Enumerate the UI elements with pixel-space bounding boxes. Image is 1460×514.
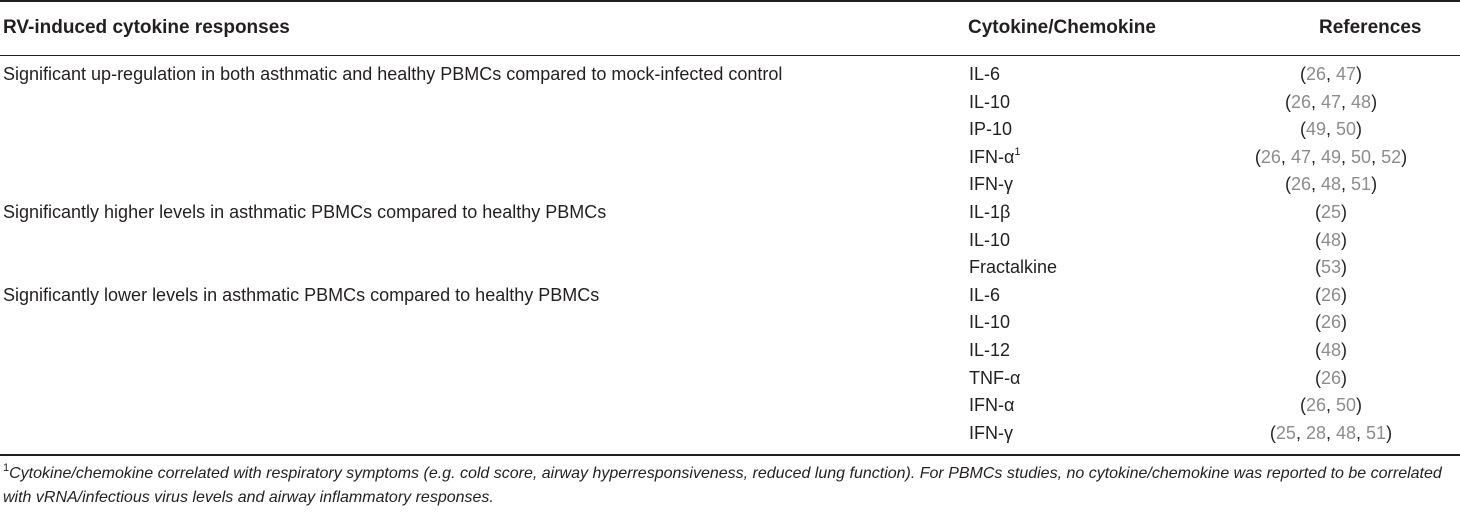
references-cell: (26, 50) [1299,395,1363,415]
cytokine-name: IL-1β [969,202,1011,222]
cytokine-name: IFN-α [969,395,1015,415]
reference-link[interactable]: 26 [1305,395,1326,415]
reference-link[interactable]: 26 [1260,147,1281,167]
response-category: Significant up-regulation in both asthmatic and healthy PBMCs compared to mock-infected control [3,64,783,84]
cytokine-cell [969,392,1014,419]
reference-link[interactable]: 26 [1305,64,1326,84]
cytokine-cell [969,365,1020,392]
header-cytokine: Cytokine/Chemokine [968,17,1156,38]
cytokine-cell [969,89,1010,116]
reference-link[interactable]: 48 [1320,174,1342,194]
cytokine-name: IFN-α [969,147,1015,167]
table-top-rule [0,0,1460,2]
reference-link[interactable]: 25 [1275,423,1296,443]
header-responses: RV-induced cytokine responses [3,17,290,38]
cytokine-name: IL-10 [969,230,1011,250]
reference-link[interactable]: 49 [1320,147,1342,167]
references-cell: (26, 48, 51) [1284,174,1378,194]
cytokine-cell [969,171,1013,198]
response-category: Significantly lower levels in asthmatic PBMCs compared to healthy PBMCs [3,285,600,305]
references-cell: (53) [1314,257,1348,277]
reference-link[interactable]: 26 [1290,174,1311,194]
references-cell: (26) [1314,285,1348,305]
reference-link[interactable]: 47 [1320,92,1342,112]
references-cell: (26, 47, 49, 50, 52) [1254,147,1408,167]
references-cell: (25) [1314,202,1348,222]
cytokine-cell [969,144,1021,171]
cytokine-cell [969,199,1010,226]
cytokine-name: IFN-γ [969,423,1013,443]
reference-link[interactable]: 48 [1320,340,1342,360]
reference-link[interactable]: 51 [1366,423,1387,443]
cytokine-cell [969,227,1010,254]
cytokine-name: Fractalkine [969,257,1058,277]
cytokine-cell [969,61,1000,88]
cytokine-cell [969,254,1057,281]
cytokine-name: IL-10 [969,92,1011,112]
cytokine-name: IP-10 [969,119,1013,139]
reference-link[interactable]: 48 [1351,92,1372,112]
reference-link[interactable]: 50 [1336,395,1357,415]
references-cell: (26, 47) [1299,64,1363,84]
reference-link[interactable]: 47 [1336,64,1357,84]
cytokine-cell [969,116,1012,143]
reference-link[interactable]: 25 [1320,202,1342,222]
footnote-text: Cytokine/chemokine correlated with respiratory symptoms (e.g. cold score, airway hyperresponsiveness, reduced lung function). For PBMCs studies, no cytokine/chemokine was reported to be correlated with vRNA/infectious virus levels and airway inflammatory responses. [3,465,1442,506]
reference-link[interactable]: 50 [1336,119,1357,139]
cytokine-name: IL-6 [969,64,1001,84]
header-rule [0,55,1460,56]
references-cell: (25, 28, 48, 51) [1269,423,1393,443]
cytokine-name: IFN-γ [969,174,1013,194]
cytokine-name: IL-6 [969,285,1001,305]
references-cell: (26) [1314,368,1348,388]
cytokine-name: IL-12 [969,340,1011,360]
reference-link[interactable]: 26 [1320,285,1342,305]
reference-link[interactable]: 52 [1381,147,1402,167]
references-cell: (48) [1314,230,1348,250]
references-cell: (26) [1314,312,1348,332]
reference-link[interactable]: 28 [1305,423,1326,443]
response-category: Significantly higher levels in asthmatic PBMCs compared to healthy PBMCs [3,202,607,222]
reference-link[interactable]: 26 [1320,368,1342,388]
cytokine-cell [969,309,1010,336]
reference-link[interactable]: 53 [1320,257,1342,277]
table-footnote [3,462,1453,510]
reference-link[interactable]: 49 [1305,119,1326,139]
cytokine-name: TNF-α [969,368,1021,388]
reference-link[interactable]: 51 [1351,174,1372,194]
reference-link[interactable]: 26 [1320,312,1342,332]
cytokine-cell [969,282,1000,309]
reference-link[interactable]: 26 [1290,92,1311,112]
reference-link[interactable]: 50 [1351,147,1372,167]
references-cell: (26, 47, 48) [1284,92,1378,112]
reference-link[interactable]: 47 [1290,147,1311,167]
table-bottom-rule [0,454,1460,456]
footnote-marker: 1 [3,461,10,474]
cytokine-name: IL-10 [969,312,1011,332]
footnote-ref-marker: 1 [1014,146,1021,158]
references-cell: (48) [1314,340,1348,360]
reference-link[interactable]: 48 [1336,423,1357,443]
references-cell: (49, 50) [1299,119,1363,139]
cytokine-cell [969,337,1010,364]
reference-link[interactable]: 48 [1320,230,1342,250]
cytokine-cell [969,420,1013,447]
header-references: References [1319,17,1422,38]
